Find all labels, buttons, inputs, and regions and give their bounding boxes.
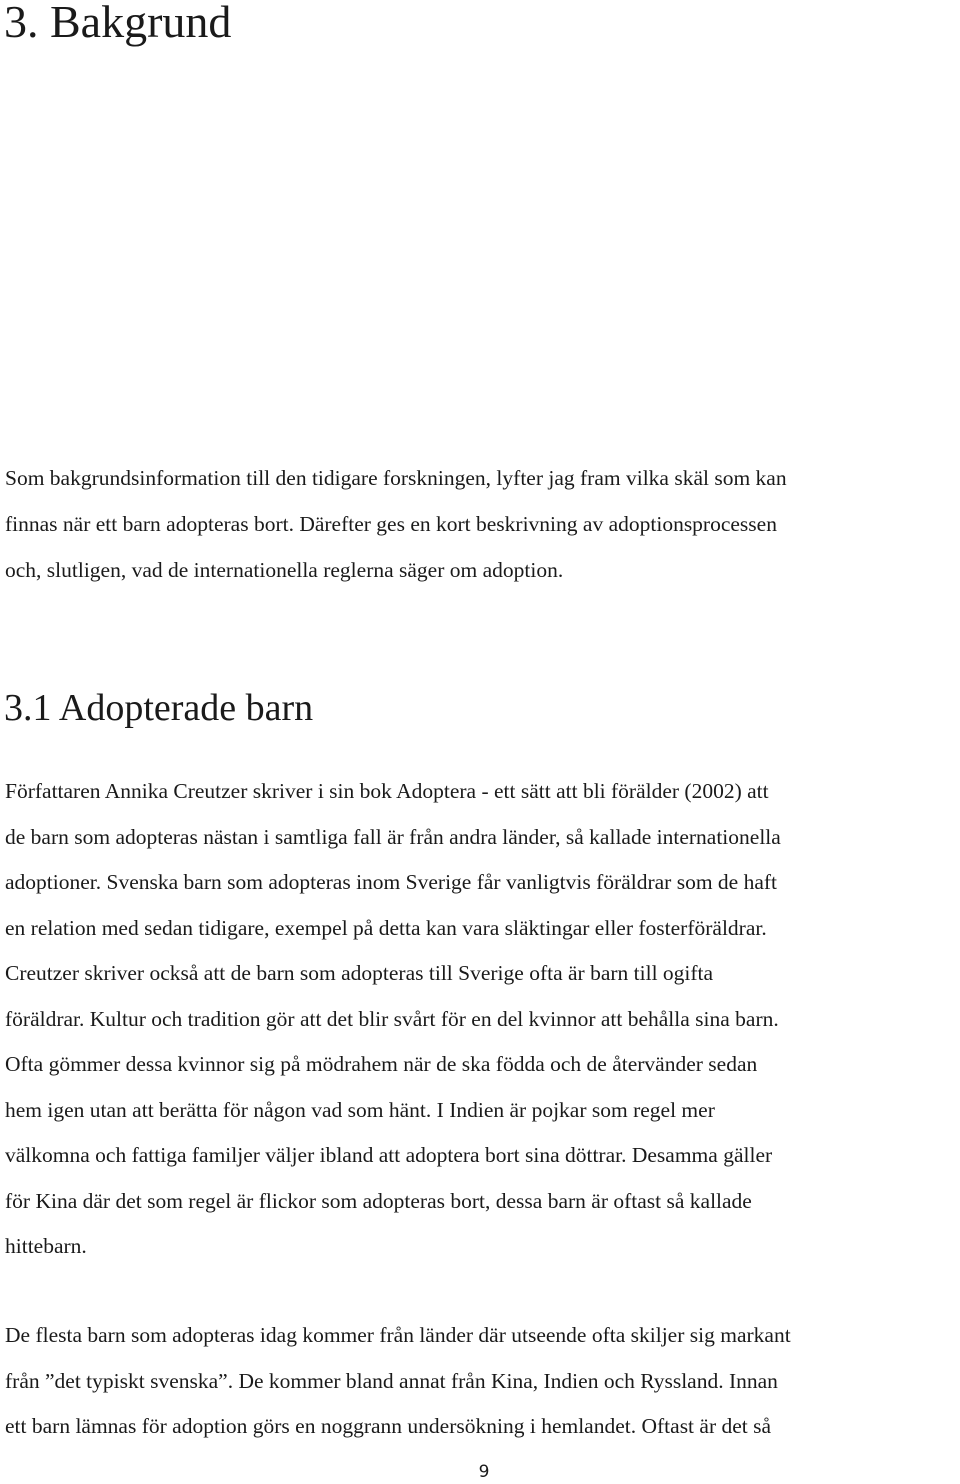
paragraph-line: och, slutligen, vad de internationella reglerna säger om adoption. — [5, 558, 564, 582]
paragraph-line: Som bakgrundsinformation till den tidigare forskningen, lyfter jag fram vilka skäl som kan — [5, 466, 787, 490]
page-number: 9 — [478, 1462, 490, 1482]
intro-paragraph — [0, 459, 787, 597]
paragraph-line: välkomna och fattiga familjer väljer ibland att adoptera bort sina döttrar. Desamma gäller — [5, 1143, 773, 1167]
paragraph-line: finnas när ett barn adopteras bort. Därefter ges en kort beskrivning av adoptionsprocessen — [5, 512, 777, 536]
paragraph-line: Författaren Annika Creutzer skriver i sin bok Adoptera - ett sätt att bli förälder (2002) att — [5, 779, 769, 803]
paragraph-line: de barn som adopteras nästan i samtliga fall är från andra länder, så kallade internationella — [5, 824, 781, 849]
chapter-heading: 3. Bakgrund — [4, 0, 232, 47]
paragraph-line: Ofta gömmer dessa kvinnor sig på mödrahem när de ska födda och de återvänder sedan — [5, 1052, 758, 1076]
paragraph-line: föräldrar. Kultur och tradition gör att det blir svårt för en del kvinnor att behålla sina barn. — [5, 1006, 779, 1031]
paragraph-line: för Kina där det som regel är flickor som adopteras bort, dessa barn är oftast så kallade — [5, 1188, 752, 1213]
paragraph-line: hem igen utan att berätta för någon vad som hänt. I Indien är pojkar som regel mer — [5, 1097, 715, 1122]
section-heading: 3.1 Adopterade barn — [4, 687, 314, 729]
paragraph-line: adoptioner. Svenska barn som adopteras inom Sverige får vanligtvis föräldrar som de haft — [5, 870, 778, 894]
paragraph-line: från ”det typiskt svenska”. De kommer bland annat från Kina, Indien och Ryssland. Innan — [5, 1368, 778, 1393]
paragraph-line: en relation med sedan tidigare, exempel på detta kan vara släktingar eller fosterföräldrar. — [5, 915, 767, 940]
paragraph-line: De flesta barn som adopteras idag kommer från länder där utseende ofta skiljer sig markant — [5, 1323, 791, 1347]
paragraph-line: ett barn lämnas för adoption görs en noggrann undersökning i hemlandet. Oftast är det så — [5, 1414, 772, 1438]
second-paragraph — [0, 1316, 791, 1453]
paragraph-line: Creutzer skriver också att de barn som adopteras till Sverige ofta är barn till ogifta — [5, 961, 714, 985]
section-paragraph — [0, 772, 781, 1273]
paragraph-line: hittebarn. — [5, 1234, 87, 1258]
